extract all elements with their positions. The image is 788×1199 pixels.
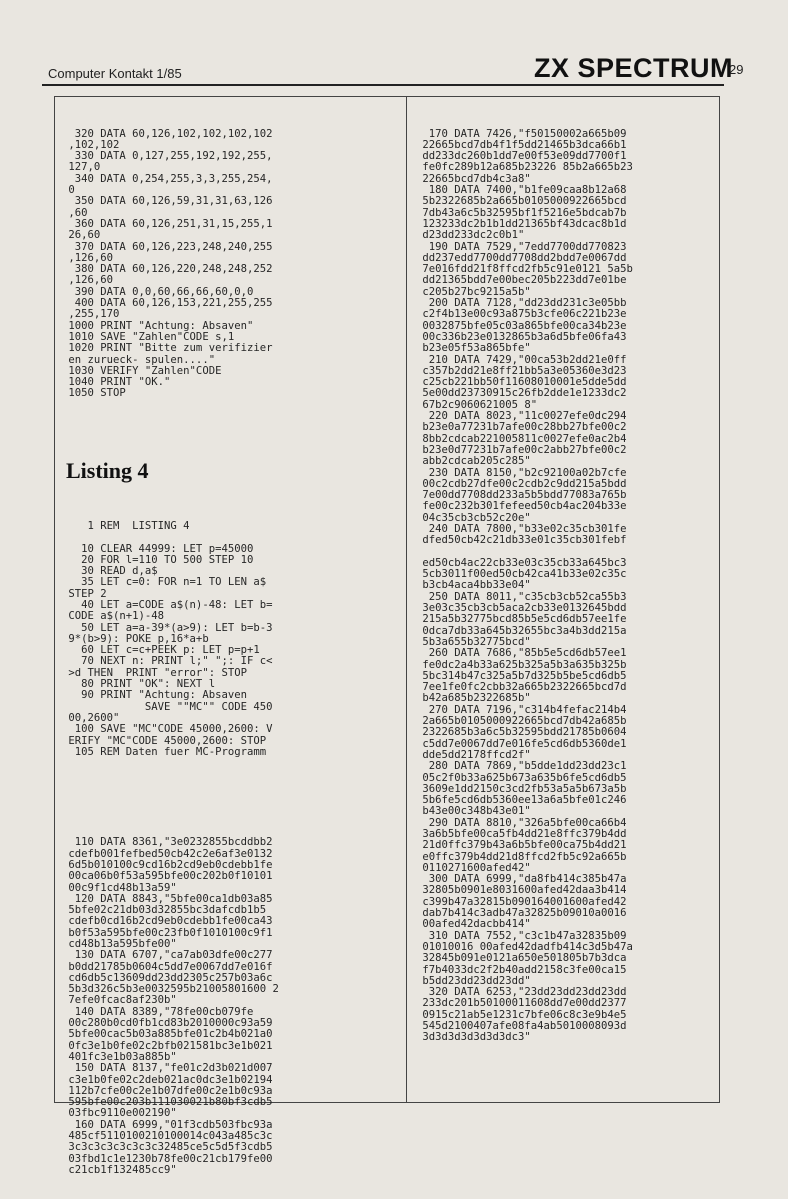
code-line: 300 DATA 6999,"da8fb414c385b47a xyxy=(416,873,627,886)
code-line: 0dca7db33a645b32655bc3a4b3dd215a xyxy=(416,624,627,637)
code-line: 60 LET c=c+PEEK p: LET p=p+1 xyxy=(62,644,260,657)
code-line: 250 DATA 8011,"c35cb3cb52ca55b3 xyxy=(416,590,627,603)
code-line: ,255,170 xyxy=(62,308,120,321)
code-line: 00c2cdb27dfe00c2cdb2c9dd215a5bdd xyxy=(416,477,627,490)
code-line: 26,60 xyxy=(62,229,101,242)
code-line: 150 DATA 8137,"fe01c2d3b021d007 xyxy=(62,1062,273,1075)
code-block-mc-data xyxy=(62,837,400,1176)
code-line: 105 REM Daten fuer MC-Programm xyxy=(62,745,267,758)
code-line: dde5dd2178ffcd2f" xyxy=(416,748,531,761)
code-line: 130 DATA 6707,"ca7ab03dfe00c277 xyxy=(62,949,273,962)
code-line: b42a685b2322685b" xyxy=(416,692,531,705)
code-line: 5b3a655b32775bcd" xyxy=(416,635,531,648)
code-line: 240 DATA 7800,"b33e02c35cb301fe xyxy=(416,522,627,535)
code-line: dfed50cb42c21db33e01c35cb301febf xyxy=(416,534,627,547)
code-line: cd6db5c13609dd23dd2305c257b03a6c xyxy=(62,971,273,984)
code-line: 280 DATA 7869,"b5dde1dd23dd23c1 xyxy=(416,760,627,773)
code-line: c205b27bc9215a5b" xyxy=(416,285,531,298)
code-line: 230 DATA 8150,"b2c92100a02b7cfe xyxy=(416,466,627,479)
code-line: 5bfe02c21db03d32855bc3dafcdb1b5 xyxy=(62,904,267,917)
code-line: ,60 xyxy=(62,206,88,219)
code-line: 160 DATA 6999,"01f3cdb503fbc93a xyxy=(62,1118,273,1131)
code-line: ,126,60 xyxy=(62,251,114,264)
code-line: 20 FOR l=110 TO 500 STEP 10 xyxy=(62,553,254,566)
code-line: 545d2100407afe08fa4ab5010008093d xyxy=(416,1020,627,1033)
code-line xyxy=(62,532,400,543)
listing-heading: Listing 4 xyxy=(66,458,149,484)
code-line: 123233dc2b1b1dd21365bf43dcac8b1d xyxy=(416,217,627,230)
code-line: f7b4033dc2f2b40add2158c3fe00ca15 xyxy=(416,963,627,976)
code-line: cd48b13a595bfe00" xyxy=(62,938,177,950)
code-line: STEP 2 xyxy=(62,587,107,600)
code-line: 200 DATA 7128,"dd23dd231c3e05bb xyxy=(416,297,627,310)
code-line: 390 DATA 0,0,60,66,66,60,0,0 xyxy=(62,285,254,298)
code-line: 0915c21ab5e1231c7bfe06c8c3e9b4e5 xyxy=(416,1008,627,1021)
code-line: 100 SAVE "MC"CODE 45000,2600: V xyxy=(62,723,273,736)
code-line: 1000 PRINT "Achtung: Absaven" xyxy=(62,319,254,332)
code-line: c21cb1f132485cc9" xyxy=(62,1163,177,1176)
code-line: abb2cdcab205c285" xyxy=(416,455,531,468)
code-line: 127,0 xyxy=(62,161,101,174)
code-line: 210 DATA 7429,"00ca53b2dd21e0ff xyxy=(416,353,627,366)
code-line: 595bfe00c203b111030021b80bf3cdb5 xyxy=(62,1096,273,1109)
code-line: 120 DATA 8843,"5bfe00ca1db03a85 xyxy=(62,892,273,905)
code-line: 3e03c35cb3cb5aca2cb33e0132645bdd xyxy=(416,602,627,615)
code-line: 140 DATA 8389,"78fe00cb079fe xyxy=(62,1005,254,1018)
code-line: 01010016 00afed42dadfb414c3d5b47a xyxy=(416,940,633,953)
code-line: 80 PRINT "OK": NEXT l xyxy=(62,678,216,691)
code-line: fe00c232b301fefeed50cb4ac204b33e xyxy=(416,500,627,513)
code-line: 112b7cfe00c2e1b07dfe00c2e1b0c93a xyxy=(62,1084,273,1097)
code-line: 5b3d326c5b3e0032595b21005801600 2 xyxy=(62,983,279,996)
code-line: b23e0d77231b7afe00c2abb27bfe00c2 xyxy=(416,443,627,456)
code-line: dd237edd7700dd7708dd2bdd7e0067dd xyxy=(416,251,627,264)
code-block-listing-4 xyxy=(62,521,400,758)
column-divider xyxy=(406,96,407,1102)
code-line: 350 DATA 60,126,59,31,31,63,126 xyxy=(62,195,273,208)
code-line: 00,2600" xyxy=(62,711,120,724)
code-line: 400 DATA 60,126,153,221,255,255 xyxy=(62,297,273,310)
header-rule xyxy=(42,84,724,86)
code-line: d23dd233dc2c0b1" xyxy=(416,229,525,242)
code-line: 1040 PRINT "OK." xyxy=(62,376,171,389)
code-line: 90 PRINT "Achtung: Absaven xyxy=(62,689,247,702)
code-line: 03fbc9110e002190" xyxy=(62,1107,177,1120)
code-line: cdefb001fefbed50cb42c2e6af3e0132 xyxy=(62,847,273,860)
code-line: b0f53a595bfe00c23fb0f1010100c9f1 xyxy=(62,926,273,939)
code-line: 270 DATA 7196,"c314b4fefac214b4 xyxy=(416,703,627,716)
code-line: 0fc3e1b0fe02c2bfb021581bc3e1b021 xyxy=(62,1039,273,1052)
code-line: 04c35cb3cb52c20e" xyxy=(416,511,531,524)
code-line: fe0fc289b12a685b23226 85b2a665b23 xyxy=(416,161,633,174)
code-line: 32805b0901e8031600afed42daa3b414 xyxy=(416,884,627,897)
page-number: 29 xyxy=(729,62,744,77)
code-line: ed50cb4ac22cb33e03c35cb33a645bc3 xyxy=(416,556,627,569)
code-line: 70 NEXT n: PRINT l;" ";: IF c< xyxy=(62,655,273,668)
code-line: 7e00dd7708dd233a5b5bdd77083a765b xyxy=(416,489,627,502)
code-block-mc-data-continued xyxy=(416,129,712,1044)
code-line: 7db43a6c5b32595bf1f5216e5bdcab7b xyxy=(416,206,627,219)
code-line: 00ca06b0f53a595bfe00c202b0f10101 xyxy=(62,870,273,883)
code-line: 290 DATA 8810,"326a5bfe00ca66b4 xyxy=(416,816,627,829)
code-line: >d THEN PRINT "error": STOP xyxy=(62,666,247,679)
code-line: 7e016fdd21f8ffcd2fb5c91e0121 5a5b xyxy=(416,263,633,276)
code-block-data-lines xyxy=(62,129,400,400)
code-line: dab7b414c3adb47a32825b09010a0016 xyxy=(416,907,627,920)
code-line: 1010 SAVE "Zahlen"CODE s,1 xyxy=(62,330,235,343)
code-line: ERIFY "MC"CODE 45000,2600: STOP xyxy=(62,734,267,747)
code-line: 485cf5110100210100014c043a485c3c xyxy=(62,1130,273,1143)
code-line: b23e0a77231b7afe00c28bb27bfe00c2 xyxy=(416,421,627,434)
code-line: 3c3c3c3c3c3c3c32485ce5c5d5f3cdb5 xyxy=(62,1141,273,1154)
code-line: 0032875bfe05c03a865bfe00ca34b23e xyxy=(416,319,627,332)
code-line: 7ee1fe0fc2cbb32a665b2322665bcd7d xyxy=(416,681,627,694)
code-line: 00c280b0cd0fb1cd83b2010000c93a59 xyxy=(62,1017,273,1030)
code-line: 7efe0fcac8af230b" xyxy=(62,994,177,1007)
code-line: 22665bcd7db4c3a8" xyxy=(416,172,531,185)
code-line: 05c2f0b33a625b673a635b6fe5cd6db5 xyxy=(416,771,627,784)
code-line: 1020 PRINT "Bitte zum verifizier xyxy=(62,342,273,355)
code-line: 1 REM LISTING 4 xyxy=(62,519,190,532)
code-line: 40 LET a=CODE a$(n)-48: LET b= xyxy=(62,598,273,611)
left-column xyxy=(62,106,400,1199)
code-line: 380 DATA 60,126,220,248,248,252 xyxy=(62,263,273,276)
code-line: cdefb0cd16b2cd9eb0cdebb1fe00ca43 xyxy=(62,915,273,928)
code-line: fe0dc2a4b33a625b325a5b3a635b325b xyxy=(416,658,627,671)
code-line: 2322685b3a6c5b32595bdd21785b0604 xyxy=(416,726,627,739)
code-line: 0110271600afed42" xyxy=(416,861,531,874)
magazine-title: Computer Kontakt 1/85 xyxy=(48,66,182,81)
code-line: 0 xyxy=(62,184,75,197)
code-line: 00afed42dacbb414" xyxy=(416,918,531,931)
code-line: 1050 STOP xyxy=(62,387,126,400)
code-line: 5bfe00cac5b03a885bfe01c2b4b021a0 xyxy=(62,1028,273,1041)
code-line: 03fbd1c1e1230b78fe00c21cb179fe00 xyxy=(62,1152,273,1165)
code-line: 5b2322685b2a665b0105000922665bcd xyxy=(416,195,627,208)
code-line: c5dd7e0067dd7e016fe5cd6db5360de1 xyxy=(416,737,627,750)
code-line: 5bc314b47c325a5b7d325b5be5cd6db5 xyxy=(416,669,627,682)
code-line: b5dd23dd23dd23dd" xyxy=(416,974,531,987)
code-line: 320 DATA 6253,"23dd23dd23dd23dd xyxy=(416,986,627,999)
code-line: 3609e1dd2150c3cd2fb53a5a5b673a5b xyxy=(416,782,627,795)
code-line: 370 DATA 60,126,223,248,240,255 xyxy=(62,240,273,253)
code-line: 220 DATA 8023,"11c0027efe0dc294 xyxy=(416,410,627,423)
code-line: 330 DATA 0,127,255,192,192,255, xyxy=(62,150,273,163)
code-line: 233dc201b50100011608dd7e00dd2377 xyxy=(416,997,627,1010)
code-line: b0dd21785b0604c5dd7e0067dd7e016f xyxy=(62,960,273,973)
code-line: 215a5b32775bcd85b5e5cd6db57ee1fe xyxy=(416,613,627,626)
code-line: 340 DATA 0,254,255,3,3,255,254, xyxy=(62,172,273,185)
code-line: 5e00dd23730915c26fb2dde1e1233dc2 xyxy=(416,387,627,400)
code-line: ,126,60 xyxy=(62,274,114,287)
code-line: e0ffc379b4dd21d8ffcd2fb5c92a665b xyxy=(416,850,627,863)
code-line: ,102,102 xyxy=(62,138,120,151)
code-line: 67b2c9060621005 8" xyxy=(416,398,538,411)
code-line: 1030 VERIFY "Zahlen"CODE xyxy=(62,364,222,377)
code-line: dd233dc260b1dd7e00f53e09dd7700f1 xyxy=(416,150,627,163)
code-line: SAVE ""MC"" CODE 450 xyxy=(62,700,273,713)
code-line: 9*(b>9): POKE p,16*a+b xyxy=(62,632,209,645)
code-line: c399b47a32815b090164001600afed42 xyxy=(416,895,627,908)
code-line: 22665bcd7db4f1f5dd21465b3dca66b1 xyxy=(416,138,627,151)
code-line: 8bb2cdcab221005811c0027efe0ac2b4 xyxy=(416,432,627,445)
code-line: c25cb221bb50f11608010001e5dde5dd xyxy=(416,376,627,389)
code-line: 30 READ d,a$ xyxy=(62,565,158,578)
code-line: 5cb3011f00ed50cb42ca41b33e02c35c xyxy=(416,568,627,581)
code-line: en zurueck- spulen...." xyxy=(62,353,216,366)
code-line: 50 LET a=a-39*(a>9): LET b=b-3 xyxy=(62,621,273,634)
code-line: 320 DATA 60,126,102,102,102,102 xyxy=(62,127,273,140)
code-line: c2f4b13e00c93a875b3cfe06c221b23e xyxy=(416,308,627,321)
code-line: b3cb4aca4bb33e04" xyxy=(416,579,531,592)
right-column xyxy=(416,106,712,1066)
code-line: 180 DATA 7400,"b1fe09caa8b12a68 xyxy=(416,184,627,197)
code-line: 2a665b0105000922665bcd7db42a685b xyxy=(416,715,627,728)
code-line: 00c9f1cd48b13a59" xyxy=(62,881,177,894)
code-line: 3a6b5bfe00ca5fb4dd21e8ffc379b4dd xyxy=(416,828,627,840)
code-line: 170 DATA 7426,"f50150002a665b09 xyxy=(416,127,627,140)
code-line: b23e05f53a865bfe" xyxy=(416,342,531,355)
code-line: 360 DATA 60,126,251,31,15,255,1 xyxy=(62,217,273,230)
code-line: 00c336b23e0132865b3a6d5bfe06fa43 xyxy=(416,330,627,343)
code-line: dd21365bdd7e00bec205b223dd7e01be xyxy=(416,274,627,287)
code-line: c3e1b0fe02c2deb021ac0dc3e1b02194 xyxy=(62,1073,273,1086)
code-line: b43e00c348b43e01" xyxy=(416,805,531,818)
code-line: 110 DATA 8361,"3e0232855bcddbb2 xyxy=(62,836,273,849)
code-line: 190 DATA 7529,"7edd7700dd770823 xyxy=(416,240,627,253)
code-line: 3d3d3d3d3d3d3dc3" xyxy=(416,1031,531,1044)
code-line: 260 DATA 7686,"85b5e5cd6db57ee1 xyxy=(416,647,627,660)
code-line: 21d0ffc379b43a6b5bfe00ca75b4dd21 xyxy=(416,839,627,852)
code-line: 32845b091e0121a650e501805b7b3dca xyxy=(416,952,627,965)
code-line: 10 CLEAR 44999: LET p=45000 xyxy=(62,542,254,555)
code-line: CODE a$(n+1)-48 xyxy=(62,610,165,623)
code-line: 310 DATA 7552,"c3c1b47a32835b09 xyxy=(416,929,627,942)
code-line: 35 LET c=0: FOR n=1 TO LEN a$ xyxy=(62,576,267,589)
code-line: 401fc3e1b03a885b" xyxy=(62,1050,177,1063)
code-line: c357b2dd21e8ff21bb5a3e05360e3d23 xyxy=(416,364,627,377)
code-line: 5b6fe5cd6db5360ee13a6a5bfe01c246 xyxy=(416,794,627,807)
section-title: ZX SPECTRUM xyxy=(534,53,734,83)
code-line: 6d5b010100c9cd16b2cd9eb0cdebb1fe xyxy=(62,858,273,871)
